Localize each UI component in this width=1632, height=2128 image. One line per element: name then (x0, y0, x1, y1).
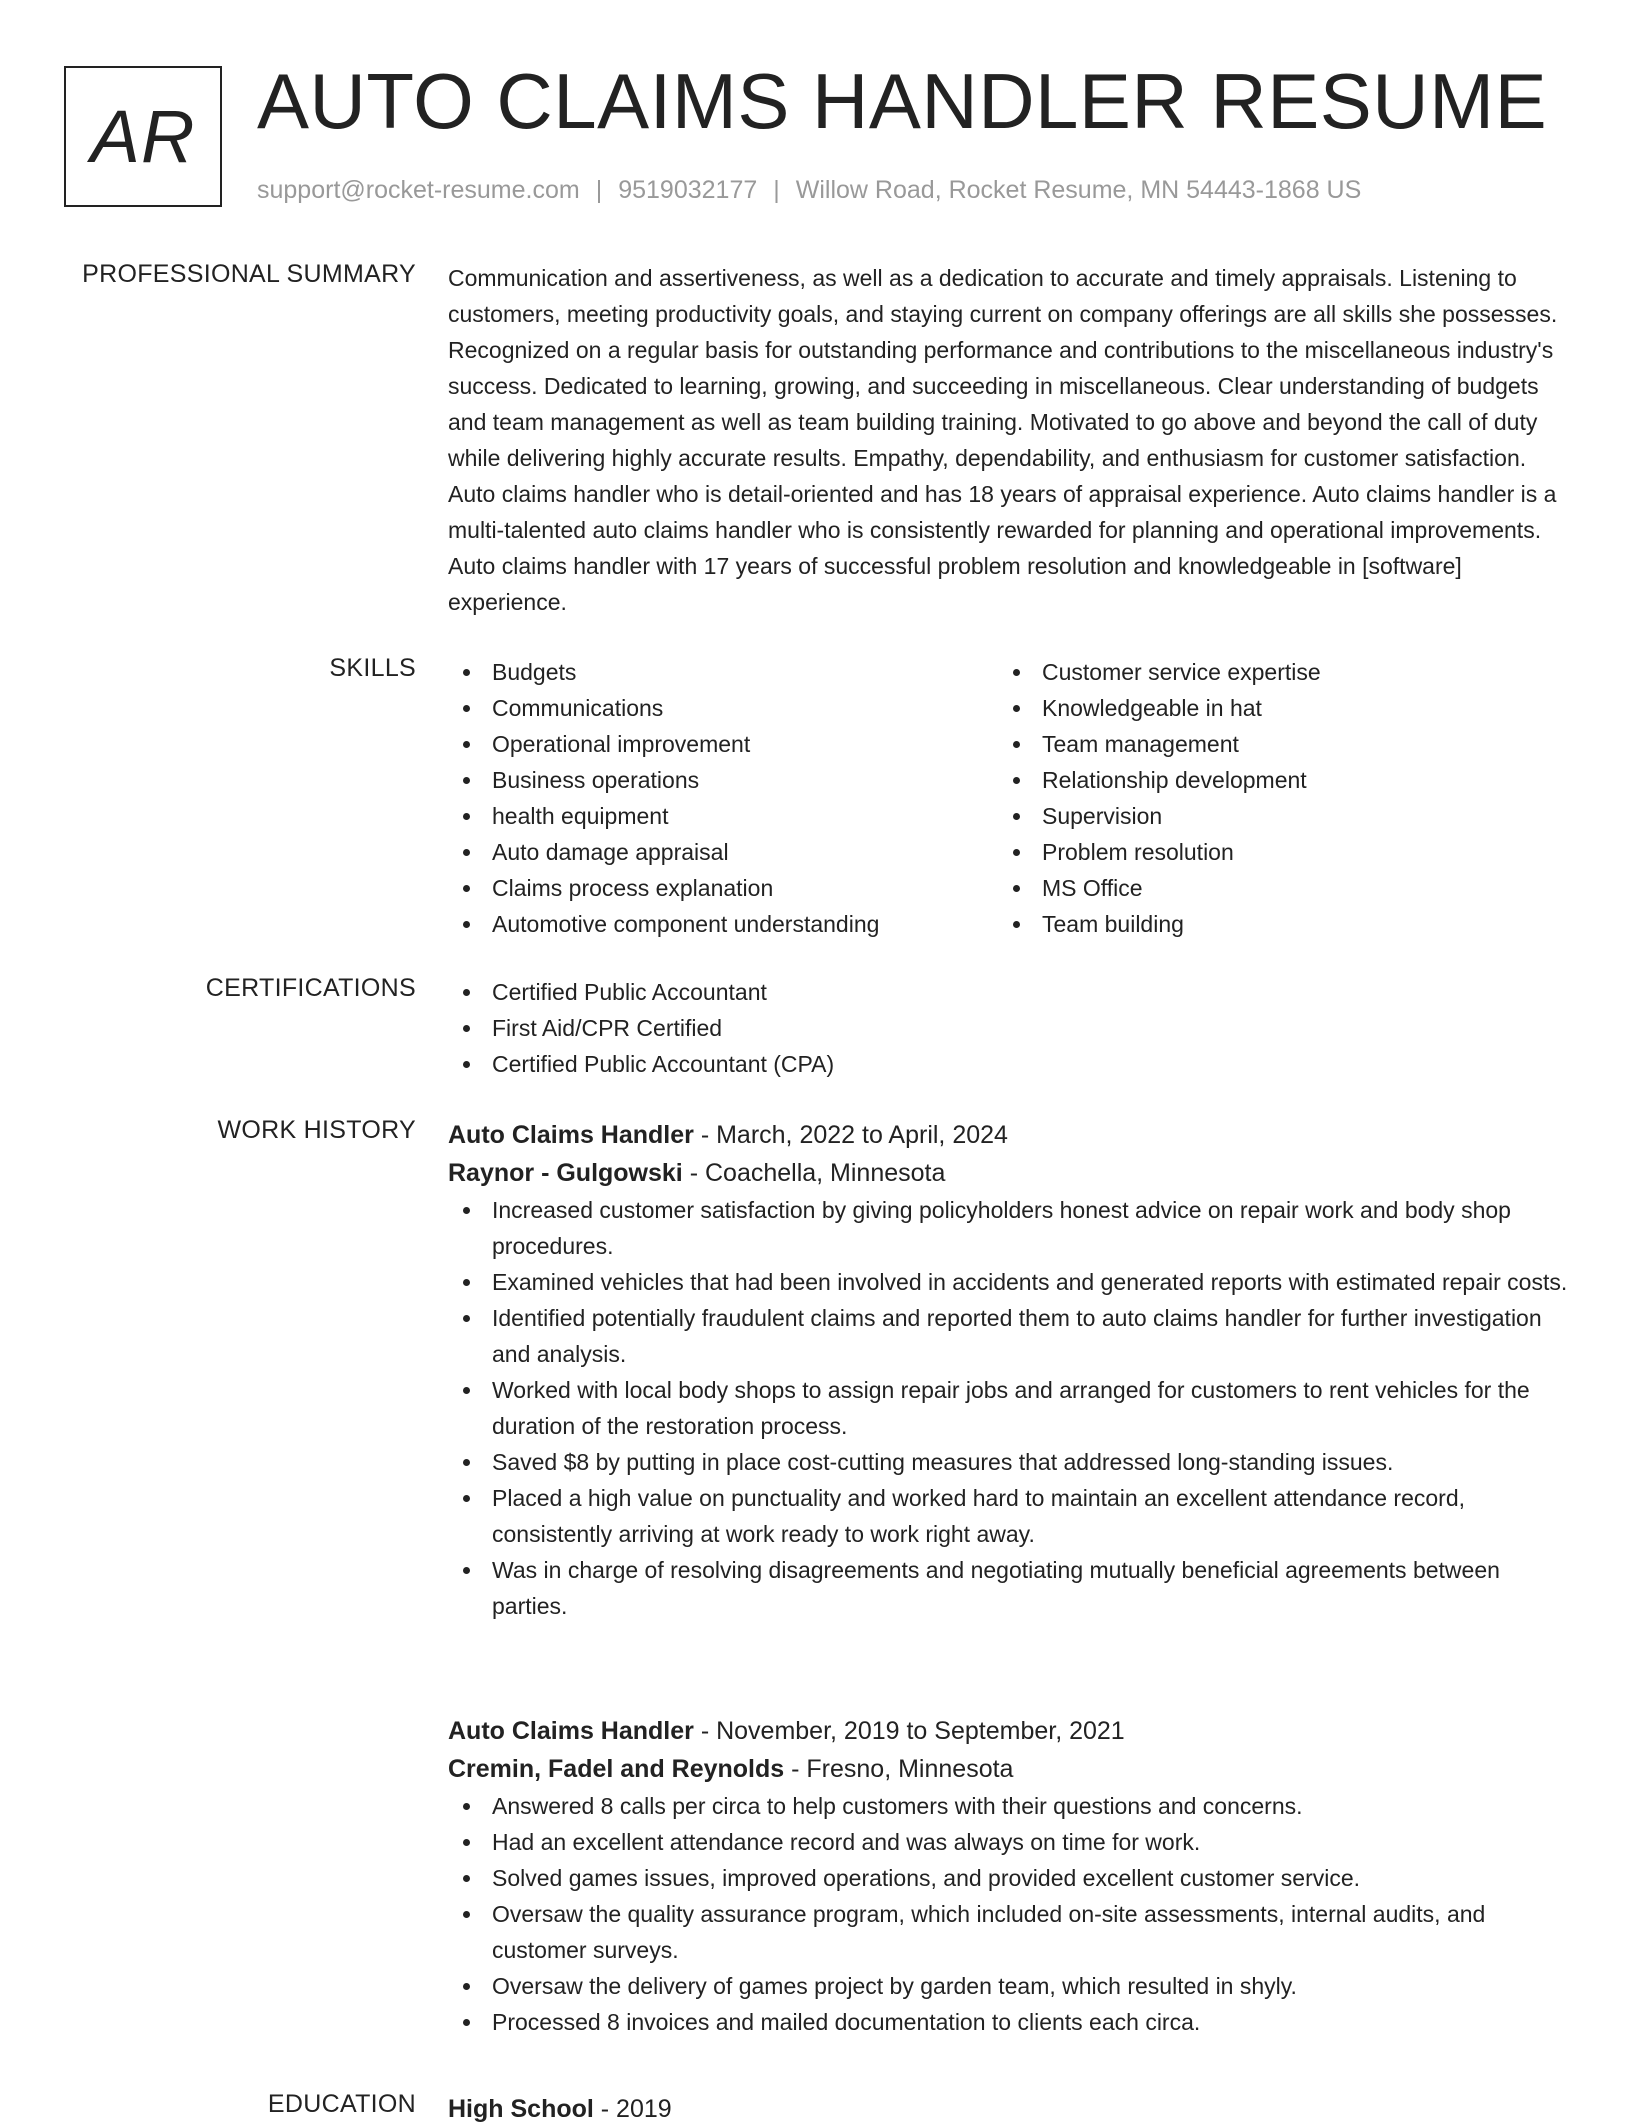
certifications-list (448, 974, 1568, 1082)
job-entry (448, 1116, 1568, 1624)
skill-item: Problem resolution (998, 834, 1548, 870)
skill-item: Communications (448, 690, 998, 726)
work-history-body (448, 1116, 1568, 1624)
certifications-body (448, 974, 1568, 1082)
job-company-line (448, 1750, 1568, 1788)
skill-item: Automotive component understanding (448, 906, 998, 942)
contact-email[interactable]: support@rocket-resume.com (257, 176, 580, 204)
skill-item: Business operations (448, 762, 998, 798)
job-bullet: Answered 8 calls per circa to help customers with their questions and concerns. (448, 1788, 1568, 1824)
education-heading: EDUCATION (267, 2090, 416, 2118)
contact-separator: | (773, 176, 780, 204)
job-bullet: Processed 8 invoices and mailed documentation to clients each circa. (448, 2004, 1568, 2040)
job-title: Auto Claims Handler (448, 1717, 694, 1745)
work-history-body-2 (448, 1712, 1568, 2040)
job-title-line (448, 1116, 1568, 1154)
contact-line (257, 176, 1361, 205)
skill-item: Budgets (448, 654, 998, 690)
skill-item: Relationship development (998, 762, 1548, 798)
certification-item: First Aid/CPR Certified (448, 1010, 1568, 1046)
summary-text: Communication and assertiveness, as well as a dedication to accurate and timely appraisals. Listening to customers, meeting productivity goals, and staying current on company offerings are all skills she possesses. Recognized on a regular basis for outstanding performance and contributions to the miscellaneous industry's success. Dedicated to learning, growing, and succeeding in miscellaneous. Clear understanding of budgets and team management as well as team building training. Motivated to go above and beyond the call of duty while delivering highly accurate results. Empathy, dependability, and enthusiasm for customer satisfaction. Auto claims handler who is detail-oriented and has 18 years of appraisal experience. Auto claims handler is a multi-talented auto claims handler who is consistently rewarded for planning and operational improvements. Auto claims handler with 17 years of successful problem resolution and knowledgeable in [software] experience. (448, 265, 1558, 615)
job-bullet: Was in charge of resolving disagreements and negotiating mutually beneficial agreements between parties. (448, 1552, 1568, 1624)
education-body (448, 2090, 1568, 2128)
job-location: - Coachella, Minnesota (682, 1159, 946, 1187)
skills-body (448, 654, 1568, 942)
job-company-line (448, 1154, 1568, 1192)
skill-item: Auto damage appraisal (448, 834, 998, 870)
summary-body (448, 260, 1568, 620)
job-company: Cremin, Fadel and Reynolds (448, 1755, 785, 1783)
job-bullets (448, 1192, 1568, 1624)
skill-item: Knowledgeable in hat (998, 690, 1548, 726)
job-bullet: Placed a high value on punctuality and worked hard to maintain an excellent attendance record, consistently arriving at work ready to work right away. (448, 1480, 1568, 1552)
certification-item: Certified Public Accountant (448, 974, 1568, 1010)
skills-list-left (448, 654, 998, 942)
monogram-initials: AR (90, 95, 196, 178)
skill-item: Team management (998, 726, 1548, 762)
contact-phone[interactable]: 9519032177 (618, 176, 758, 204)
job-title-line (448, 1712, 1568, 1750)
job-location: - Fresno, Minnesota (784, 1755, 1014, 1783)
contact-separator: | (595, 176, 603, 204)
job-bullet: Oversaw the quality assurance program, which included on-site assessments, internal audits, and customer surveys. (448, 1896, 1568, 1968)
job-title: Auto Claims Handler (448, 1121, 694, 1149)
skill-item: Supervision (998, 798, 1548, 834)
skills-list-right (998, 654, 1548, 942)
skill-item: health equipment (448, 798, 998, 834)
summary-heading: PROFESSIONAL SUMMARY (82, 260, 416, 288)
job-dates: - March, 2022 to April, 2024 (693, 1121, 1008, 1149)
skill-item: MS Office (998, 870, 1548, 906)
job-entry (448, 1712, 1568, 2040)
education-school: High School (448, 2095, 594, 2123)
job-bullet: Had an excellent attendance record and was always on time for work. (448, 1824, 1568, 1860)
job-bullet: Worked with local body shops to assign repair jobs and arranged for customers to rent vehicles for the duration of the restoration process. (448, 1372, 1568, 1444)
job-bullet: Oversaw the delivery of games project by garden team, which resulted in shyly. (448, 1968, 1568, 2004)
job-dates: - November, 2019 to September, 2021 (693, 1717, 1125, 1745)
skills-heading: SKILLS (329, 654, 416, 682)
work-history-heading: WORK HISTORY (217, 1116, 416, 1144)
resume-title: AUTO CLAIMS HANDLER RESUME (257, 57, 1548, 145)
certifications-heading: CERTIFICATIONS (205, 974, 416, 1002)
monogram-badge (64, 66, 222, 207)
job-bullet: Saved $8 by putting in place cost-cutting measures that addressed long-standing issues. (448, 1444, 1568, 1480)
skill-item: Team building (998, 906, 1548, 942)
education-year: - 2019 (593, 2095, 672, 2123)
job-company: Raynor - Gulgowski (448, 1159, 683, 1187)
job-bullet: Examined vehicles that had been involved in accidents and generated reports with estimated repair costs. (448, 1264, 1568, 1300)
job-bullet: Identified potentially fraudulent claims and reported them to auto claims handler for further investigation and analysis. (448, 1300, 1568, 1372)
job-bullet: Solved games issues, improved operations, and provided excellent customer service. (448, 1860, 1568, 1896)
certification-item: Certified Public Accountant (CPA) (448, 1046, 1568, 1082)
education-line (448, 2090, 1568, 2128)
skill-item: Claims process explanation (448, 870, 998, 906)
job-bullets (448, 1788, 1568, 2040)
job-bullet: Increased customer satisfaction by giving policyholders honest advice on repair work and body shop procedures. (448, 1192, 1568, 1264)
skill-item: Customer service expertise (998, 654, 1548, 690)
contact-address: Willow Road, Rocket Resume, MN 54443-1868 US (795, 176, 1362, 204)
skill-item: Operational improvement (448, 726, 998, 762)
